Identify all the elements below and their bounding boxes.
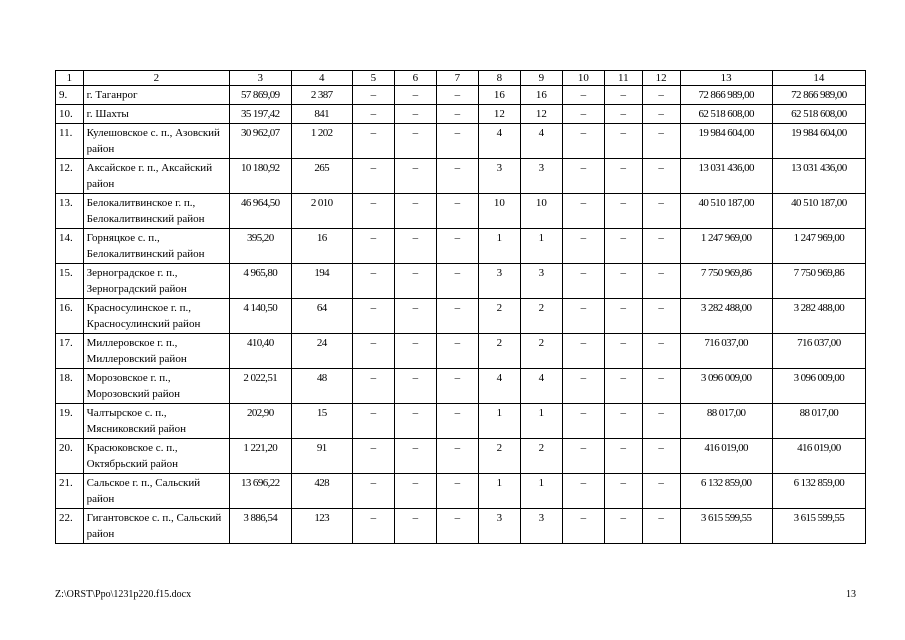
table-cell: 64 xyxy=(291,299,352,334)
table-cell: 3 xyxy=(520,509,562,544)
table-cell: 1 xyxy=(520,404,562,439)
table-cell: – xyxy=(562,509,604,544)
table-cell: – xyxy=(562,474,604,509)
table-cell: – xyxy=(436,264,478,299)
row-number: 20. xyxy=(56,439,84,474)
table-cell: – xyxy=(604,194,642,229)
row-number: 17. xyxy=(56,334,84,369)
municipality-name: Морозовское г. п., Морозовский район xyxy=(83,369,229,404)
table-cell: 2 xyxy=(478,299,520,334)
municipality-name: Сальское г. п., Сальский район xyxy=(83,474,229,509)
table-cell: – xyxy=(642,474,680,509)
table-cell: – xyxy=(352,369,394,404)
row-number: 9. xyxy=(56,86,84,105)
table-cell: 12 xyxy=(478,105,520,124)
table-cell: 10 180,92 xyxy=(230,159,291,194)
table-cell: 4 xyxy=(478,124,520,159)
table-row xyxy=(56,299,866,334)
table-row xyxy=(56,86,866,105)
table-row xyxy=(56,229,866,264)
table-cell: 72 866 989,00 xyxy=(680,86,772,105)
municipality-name: Чалтырское с. п., Мясниковский район xyxy=(83,404,229,439)
table-cell: 4 xyxy=(520,124,562,159)
table-cell: – xyxy=(394,404,436,439)
table-cell: 3 282 488,00 xyxy=(772,299,865,334)
table-cell: 1 202 xyxy=(291,124,352,159)
table-cell: – xyxy=(562,369,604,404)
row-number: 21. xyxy=(56,474,84,509)
table-cell: 2 xyxy=(520,439,562,474)
row-number: 16. xyxy=(56,299,84,334)
table-cell: 62 518 608,00 xyxy=(680,105,772,124)
table-cell: 265 xyxy=(291,159,352,194)
table-cell: – xyxy=(642,299,680,334)
table-cell: – xyxy=(352,299,394,334)
table-cell: – xyxy=(352,194,394,229)
table-cell: 46 964,50 xyxy=(230,194,291,229)
table-cell: – xyxy=(562,404,604,439)
table-cell: – xyxy=(604,264,642,299)
table-cell: – xyxy=(352,509,394,544)
table-cell: – xyxy=(436,299,478,334)
table-row xyxy=(56,404,866,439)
file-path: Z:\ORST\Ppo\1231p220.f15.docx xyxy=(55,589,192,600)
table-cell: – xyxy=(352,229,394,264)
table-cell: 40 510 187,00 xyxy=(680,194,772,229)
table-cell: 410,40 xyxy=(230,334,291,369)
table-cell: – xyxy=(642,264,680,299)
column-header: 13 xyxy=(680,71,772,86)
table-cell: – xyxy=(394,369,436,404)
row-number: 22. xyxy=(56,509,84,544)
row-number: 18. xyxy=(56,369,84,404)
table-cell: – xyxy=(642,439,680,474)
table-cell: 2 022,51 xyxy=(230,369,291,404)
table-cell: – xyxy=(604,404,642,439)
table-cell: – xyxy=(436,439,478,474)
table-cell: 10 xyxy=(478,194,520,229)
table-cell: – xyxy=(642,105,680,124)
table-cell: – xyxy=(604,105,642,124)
municipality-name: Миллеровское г. п., Миллеровский район xyxy=(83,334,229,369)
table-cell: 202,90 xyxy=(230,404,291,439)
table-row xyxy=(56,474,866,509)
table-cell: – xyxy=(352,159,394,194)
table-cell: – xyxy=(604,159,642,194)
table-cell: – xyxy=(604,299,642,334)
table-cell: – xyxy=(352,86,394,105)
table-row xyxy=(56,194,866,229)
table-cell: 15 xyxy=(291,404,352,439)
table-cell: – xyxy=(562,299,604,334)
row-number: 12. xyxy=(56,159,84,194)
column-header: 10 xyxy=(562,71,604,86)
table-cell: 1 xyxy=(478,474,520,509)
table-cell: 2 xyxy=(520,334,562,369)
table-cell: – xyxy=(436,369,478,404)
table-cell: 3 xyxy=(478,264,520,299)
table-cell: 35 197,42 xyxy=(230,105,291,124)
table-cell: – xyxy=(394,334,436,369)
municipality-name: Белокалитвинское г. п., Белокалитвинский район xyxy=(83,194,229,229)
table-cell: – xyxy=(352,105,394,124)
table-cell: 16 xyxy=(520,86,562,105)
table-cell: 416 019,00 xyxy=(680,439,772,474)
table-cell: 716 037,00 xyxy=(772,334,865,369)
data-table xyxy=(55,70,866,544)
column-header: 9 xyxy=(520,71,562,86)
table-cell: – xyxy=(562,194,604,229)
table-cell: 62 518 608,00 xyxy=(772,105,865,124)
table-cell: 40 510 187,00 xyxy=(772,194,865,229)
table-cell: 4 140,50 xyxy=(230,299,291,334)
table-cell: – xyxy=(352,124,394,159)
table-cell: 3 096 009,00 xyxy=(772,369,865,404)
table-cell: 3 096 009,00 xyxy=(680,369,772,404)
table-cell: 19 984 604,00 xyxy=(772,124,865,159)
municipality-name: г. Шахты xyxy=(83,105,229,124)
table-cell: – xyxy=(562,105,604,124)
table-cell: 10 xyxy=(520,194,562,229)
table-cell: – xyxy=(436,194,478,229)
column-header: 8 xyxy=(478,71,520,86)
table-cell: – xyxy=(436,509,478,544)
table-cell: 48 xyxy=(291,369,352,404)
table-cell: 6 132 859,00 xyxy=(680,474,772,509)
table-cell: 16 xyxy=(478,86,520,105)
table-cell: 1 xyxy=(478,229,520,264)
municipality-name: Горняцкое с. п., Белокалитвинский район xyxy=(83,229,229,264)
table-cell: 428 xyxy=(291,474,352,509)
table-cell: – xyxy=(562,439,604,474)
table-cell: 91 xyxy=(291,439,352,474)
table-cell: – xyxy=(562,264,604,299)
table-row xyxy=(56,439,866,474)
table-cell: – xyxy=(562,124,604,159)
table-cell: 2 xyxy=(520,299,562,334)
table-cell: – xyxy=(352,474,394,509)
table-cell: 3 xyxy=(520,159,562,194)
municipality-name: Гигантовское с. п., Сальский район xyxy=(83,509,229,544)
table-cell: – xyxy=(642,194,680,229)
table-cell: 4 xyxy=(478,369,520,404)
column-header: 1 xyxy=(56,71,84,86)
table-cell: 30 962,07 xyxy=(230,124,291,159)
column-header: 11 xyxy=(604,71,642,86)
page-number: 13 xyxy=(846,589,856,600)
table-cell: – xyxy=(394,509,436,544)
table-cell: – xyxy=(642,124,680,159)
table-cell: – xyxy=(394,105,436,124)
table-cell: 57 869,09 xyxy=(230,86,291,105)
table-cell: – xyxy=(394,299,436,334)
table-cell: – xyxy=(642,86,680,105)
header-row xyxy=(56,71,866,86)
table-cell: – xyxy=(436,105,478,124)
table-row xyxy=(56,124,866,159)
table-cell: 416 019,00 xyxy=(772,439,865,474)
table-cell: 4 xyxy=(520,369,562,404)
table-cell: 3 615 599,55 xyxy=(680,509,772,544)
table-cell: – xyxy=(604,124,642,159)
column-header: 4 xyxy=(291,71,352,86)
column-header: 5 xyxy=(352,71,394,86)
table-cell: 395,20 xyxy=(230,229,291,264)
table-cell: 2 xyxy=(478,334,520,369)
table-cell: – xyxy=(642,229,680,264)
table-cell: 3 xyxy=(478,159,520,194)
table-cell: 2 387 xyxy=(291,86,352,105)
table-cell: 716 037,00 xyxy=(680,334,772,369)
table-cell: 4 965,80 xyxy=(230,264,291,299)
table-cell: 13 031 436,00 xyxy=(772,159,865,194)
table-cell: 3 xyxy=(520,264,562,299)
table-cell: – xyxy=(604,369,642,404)
table-cell: 1 247 969,00 xyxy=(680,229,772,264)
municipality-name: Красюковское с. п., Октябрьский район xyxy=(83,439,229,474)
row-number: 11. xyxy=(56,124,84,159)
table-cell: – xyxy=(436,404,478,439)
column-header: 3 xyxy=(230,71,291,86)
table-cell: – xyxy=(394,86,436,105)
table-cell: 6 132 859,00 xyxy=(772,474,865,509)
table-cell: 1 xyxy=(520,474,562,509)
table-cell: – xyxy=(352,439,394,474)
table-cell: 2 010 xyxy=(291,194,352,229)
municipality-name: г. Таганрог xyxy=(83,86,229,105)
row-number: 14. xyxy=(56,229,84,264)
table-row xyxy=(56,509,866,544)
municipality-name: Аксайское г. п., Аксайский район xyxy=(83,159,229,194)
table-cell: 7 750 969,86 xyxy=(680,264,772,299)
table-cell: – xyxy=(642,334,680,369)
column-header: 2 xyxy=(83,71,229,86)
table-cell: 13 696,22 xyxy=(230,474,291,509)
table-cell: – xyxy=(642,369,680,404)
table-cell: 3 615 599,55 xyxy=(772,509,865,544)
table-cell: – xyxy=(394,264,436,299)
table-cell: – xyxy=(394,194,436,229)
table-cell: 24 xyxy=(291,334,352,369)
table-cell: – xyxy=(352,334,394,369)
municipality-name: Кулешовское с. п., Азовский район xyxy=(83,124,229,159)
table-cell: – xyxy=(394,229,436,264)
table-cell: – xyxy=(604,509,642,544)
table-row xyxy=(56,264,866,299)
table-row xyxy=(56,159,866,194)
table-cell: – xyxy=(394,124,436,159)
column-header: 14 xyxy=(772,71,865,86)
table-cell: – xyxy=(394,439,436,474)
table-row xyxy=(56,369,866,404)
table-cell: – xyxy=(436,474,478,509)
table-cell: – xyxy=(352,264,394,299)
table-cell: – xyxy=(642,159,680,194)
table-cell: 19 984 604,00 xyxy=(680,124,772,159)
column-header: 12 xyxy=(642,71,680,86)
table-cell: – xyxy=(436,124,478,159)
table-cell: 1 247 969,00 xyxy=(772,229,865,264)
table-cell: 3 282 488,00 xyxy=(680,299,772,334)
table-cell: 194 xyxy=(291,264,352,299)
table-cell: 88 017,00 xyxy=(772,404,865,439)
table-cell: – xyxy=(394,159,436,194)
table-cell: 123 xyxy=(291,509,352,544)
row-number: 19. xyxy=(56,404,84,439)
table-cell: 1 xyxy=(520,229,562,264)
table-cell: – xyxy=(604,334,642,369)
table-cell: – xyxy=(604,229,642,264)
table-row xyxy=(56,334,866,369)
table-cell: – xyxy=(604,439,642,474)
table-cell: – xyxy=(642,404,680,439)
table-cell: – xyxy=(436,86,478,105)
table-cell: – xyxy=(352,404,394,439)
row-number: 10. xyxy=(56,105,84,124)
table-cell: – xyxy=(562,159,604,194)
table-cell: 2 xyxy=(478,439,520,474)
municipality-name: Красносулинское г. п., Красносулинский район xyxy=(83,299,229,334)
table-cell: – xyxy=(562,334,604,369)
table-cell: – xyxy=(436,159,478,194)
column-header: 7 xyxy=(436,71,478,86)
table-cell: – xyxy=(562,86,604,105)
column-header: 6 xyxy=(394,71,436,86)
table-cell: 16 xyxy=(291,229,352,264)
table-cell: 12 xyxy=(520,105,562,124)
row-number: 15. xyxy=(56,264,84,299)
table-cell: – xyxy=(436,229,478,264)
table-row xyxy=(56,105,866,124)
table-cell: 72 866 989,00 xyxy=(772,86,865,105)
table-cell: 3 886,54 xyxy=(230,509,291,544)
table-cell: 1 221,20 xyxy=(230,439,291,474)
table-cell: 3 xyxy=(478,509,520,544)
table-cell: 1 xyxy=(478,404,520,439)
table-cell: – xyxy=(562,229,604,264)
table-cell: – xyxy=(394,474,436,509)
table-cell: 7 750 969,86 xyxy=(772,264,865,299)
table-cell: 841 xyxy=(291,105,352,124)
municipality-name: Зерноградское г. п., Зерноградский район xyxy=(83,264,229,299)
table-cell: – xyxy=(604,474,642,509)
table-cell: – xyxy=(604,86,642,105)
table-cell: 88 017,00 xyxy=(680,404,772,439)
row-number: 13. xyxy=(56,194,84,229)
table-cell: 13 031 436,00 xyxy=(680,159,772,194)
table-cell: – xyxy=(642,509,680,544)
table-cell: – xyxy=(436,334,478,369)
